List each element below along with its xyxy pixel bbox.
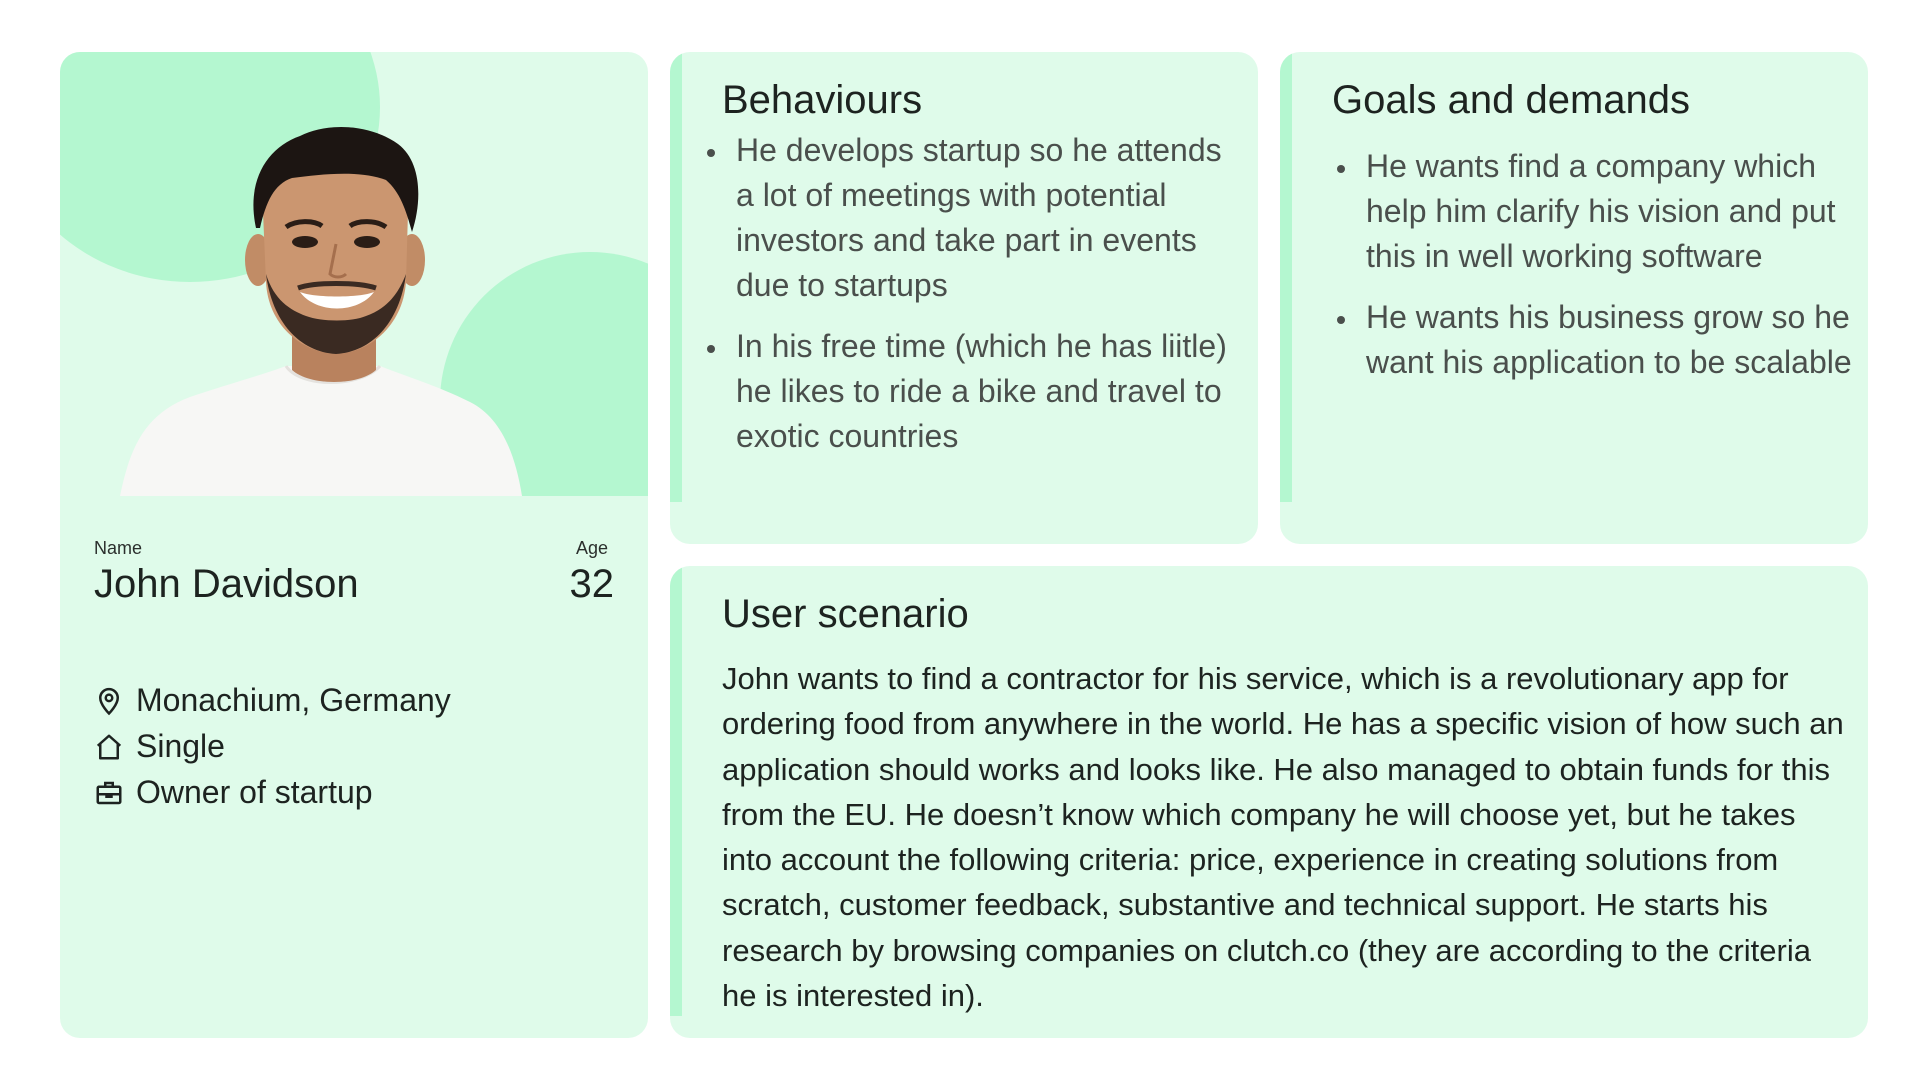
name-label: Name xyxy=(94,538,143,558)
card-accent-bar xyxy=(1280,52,1292,502)
status-text: Single xyxy=(136,728,225,764)
persona-name: John Davidson xyxy=(94,562,359,606)
briefcase-icon xyxy=(94,778,124,808)
location-row xyxy=(94,682,451,719)
persona-profile-card xyxy=(60,52,648,1038)
profile-photo-area xyxy=(60,52,648,496)
user-scenario-card xyxy=(670,566,1868,1038)
persona-age: 32 xyxy=(569,562,614,606)
list-item: • He wants find a company which help him clarify his vision and put this in well working software xyxy=(1360,144,1868,279)
list-item: • In his free time (which he has liitle) he likes to ride a bike and travel to exotic countries xyxy=(730,324,1230,459)
goals-card xyxy=(1280,52,1868,544)
age-label: Age xyxy=(575,538,608,558)
location-text: Monachium, Germany xyxy=(136,682,451,718)
house-icon xyxy=(94,732,124,762)
list-item: • He develops startup so he attends a lot of meetings with potential investors and take part in events due to startups xyxy=(730,128,1230,308)
card-accent-bar xyxy=(670,52,682,502)
behaviours-card xyxy=(670,52,1258,544)
status-row xyxy=(94,728,225,765)
behaviours-list xyxy=(700,128,1230,475)
scenario-title: User scenario xyxy=(722,592,969,636)
occupation-text: Owner of startup xyxy=(136,774,373,810)
card-accent-bar xyxy=(670,566,682,1016)
behaviours-title: Behaviours xyxy=(722,78,923,122)
scenario-text: John wants to find a contractor for his service, which is a revolutionary app for ordering food from anywhere in the world. He has a specific vision of how such an application should works and looks like. He also managed to obtain funds for this from the EU. He doesn’t know which company he will choose yet, but he takes into account the following criteria: price, experience in creating solutions from scratch, customer feedback, substantive and technical support. He starts his research by browsing companies on clutch.co (they are according to the criteria he is interested in). xyxy=(722,661,1844,1014)
list-item: • He wants his business grow so he want his application to be scalable xyxy=(1360,295,1868,385)
goals-list xyxy=(1330,144,1868,401)
goals-title: Goals and demands xyxy=(1332,78,1691,122)
avatar xyxy=(60,52,648,496)
occupation-row xyxy=(94,774,373,811)
location-pin-icon xyxy=(94,686,124,716)
